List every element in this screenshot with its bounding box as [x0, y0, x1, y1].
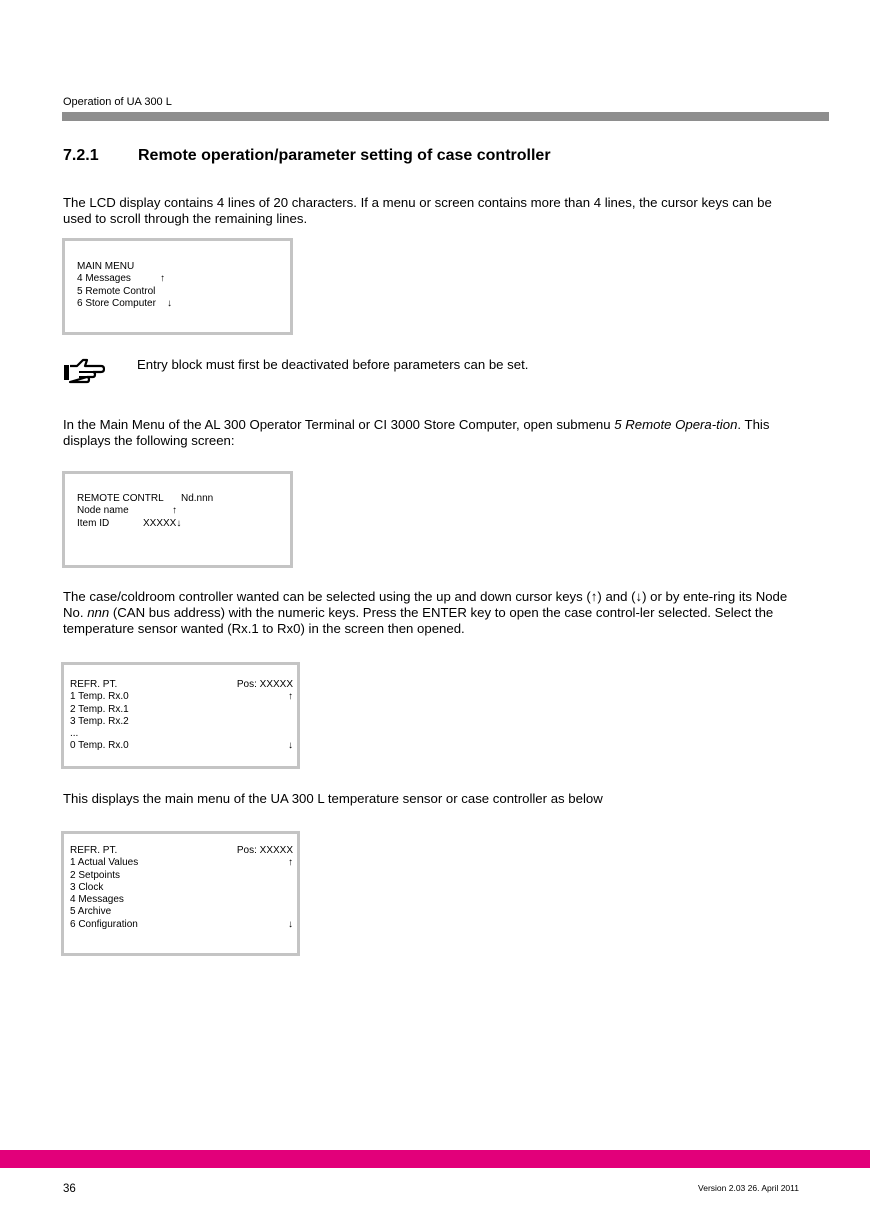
lcd-refr-pt-menu: [61, 831, 300, 956]
italic-node: nnn: [87, 605, 110, 620]
up-arrow-icon: ↑: [288, 691, 293, 703]
version-info: Version 2.03 26. April 2011: [698, 1183, 799, 1193]
down-arrow-icon: ↓: [167, 297, 172, 309]
pointing-hand-icon: [63, 355, 105, 387]
lcd-refr-pt-sensors: [61, 662, 300, 769]
lcd-line: 2 Setpoints: [70, 869, 121, 881]
lcd-line: Node name ↑: [77, 505, 177, 517]
lcd-line: 4 Messages: [70, 894, 124, 906]
lcd-line: REFR. PT. Pos: XXXXX: [70, 845, 293, 856]
lcd-line: REFR. PT. Pos: XXXXX: [70, 679, 293, 690]
lcd-line: MAIN MENU: [77, 261, 135, 272]
section-title: Remote operation/parameter setting of case controller: [138, 147, 551, 164]
lcd-line: 5 Archive: [70, 906, 112, 918]
paragraph-main-menu: This displays the main menu of the UA 300 L temperature sensor or case controller as below: [63, 791, 603, 806]
lcd-line: 0 Temp. Rx.0 ↓: [70, 740, 293, 752]
lcd-line: Item ID XXXXX↓: [77, 517, 182, 529]
lcd-remote-control: [62, 471, 293, 568]
lcd-line: 1 Actual Values ↑: [70, 857, 293, 869]
running-header: Operation of UA 300 L: [63, 96, 172, 108]
lcd-line: 5 Remote Control: [77, 285, 156, 297]
paragraph-remote-operation: In the Main Menu of the AL 300 Operator Terminal or CI 3000 Store Computer, open submenu 5 Remote Opera-tion. This displays the following screen:: [63, 417, 770, 448]
lcd-line: REMOTE CONTRL Nd.nnn: [77, 493, 214, 504]
up-arrow-icon: ↑: [172, 505, 177, 517]
page-number: 36: [63, 1183, 76, 1195]
lcd-line: 6 Configuration ↓: [70, 918, 293, 930]
paragraph-selection: The case/coldroom controller wanted can be selected using the up and down cursor keys (↑) and (↓) or by ente-ring its Node No. nnn (CAN bus address) with the numeric keys. Press the ENTER key to open the case control-ler selected. Select the temperature sensor wanted (Rx.1 to Rx0) in the screen then opened.: [63, 589, 788, 636]
section-number: 7.2.1: [63, 147, 99, 164]
lcd-line: ...: [70, 728, 79, 740]
up-arrow-icon: ↑: [160, 273, 165, 285]
lcd-line: 1 Temp. Rx.0 ↑: [70, 691, 293, 703]
section-heading: [63, 147, 551, 165]
lcd-line: 4 Messages ↑: [77, 273, 165, 285]
down-arrow-icon: ↓: [288, 918, 293, 930]
down-arrow-icon: ↓: [288, 740, 293, 752]
lcd-line: 6 Store Computer ↓: [77, 297, 172, 309]
lcd-line: 3 Temp. Rx.2: [70, 715, 129, 727]
lcd-line: 3 Clock: [70, 881, 104, 893]
note-text: Entry block must first be deactivated before parameters can be set.: [137, 357, 529, 372]
footer-bar: [0, 1150, 870, 1168]
up-arrow-icon: ↑: [288, 857, 293, 869]
lcd-main-menu: [62, 238, 293, 335]
lcd-line: 2 Temp. Rx.1: [70, 703, 129, 715]
header-rule: [62, 112, 829, 121]
intro-paragraph: The LCD display contains 4 lines of 20 characters. If a menu or screen contains more than 4 lines, the cursor keys can be used to scroll through the remaining lines.: [63, 195, 772, 226]
italic-menu-ref: 5 Remote Opera-tion: [614, 417, 738, 432]
